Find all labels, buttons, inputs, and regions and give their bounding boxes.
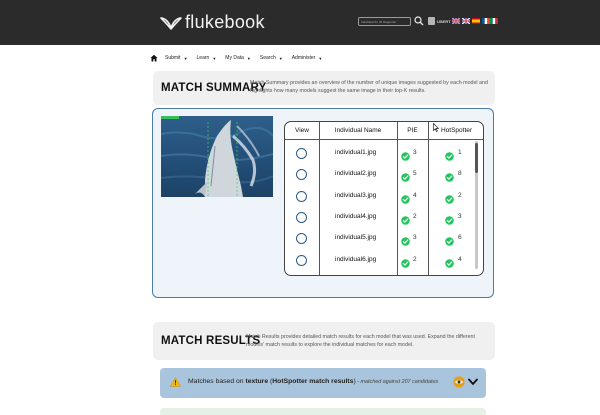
accordion-algorithm: HotSpotter match results <box>272 378 354 385</box>
check-circle-icon <box>445 212 454 221</box>
caret-down-icon: ▼ <box>278 55 283 61</box>
hotspotter-rank: 4 <box>458 255 462 263</box>
accordion-prefix: Matches based on <box>188 378 246 385</box>
check-circle-icon <box>401 255 410 264</box>
check-circle-icon <box>401 212 410 221</box>
col-header-pie: PIE <box>407 127 418 134</box>
nav-my-data-label: My Data <box>225 55 244 61</box>
individual-name: individual3.jpg <box>335 191 377 199</box>
pie-results-accordion[interactable] <box>160 408 486 415</box>
view-radio-button[interactable] <box>296 169 307 180</box>
it-flag-icon[interactable] <box>490 18 498 24</box>
caret-down-icon: ▼ <box>212 55 217 61</box>
scrollbar-thumb[interactable] <box>475 143 478 173</box>
check-circle-icon <box>401 148 410 157</box>
match-results-header <box>153 322 495 360</box>
caret-down-icon: ▼ <box>183 55 188 61</box>
nav-administer-label: Administer <box>291 55 316 61</box>
col-header-individual-name: Individual Name <box>334 127 382 134</box>
flukebook-logo[interactable] <box>160 12 265 33</box>
check-circle-icon <box>445 233 454 242</box>
individual-name: individual1.jpg <box>335 149 377 156</box>
pie-rank: 5 <box>413 170 417 178</box>
check-circle-icon <box>401 169 410 178</box>
header-divider <box>285 139 484 140</box>
brand-name: flukebook <box>185 12 265 32</box>
match-summary-header <box>153 71 495 105</box>
check-circle-icon <box>445 148 454 157</box>
individual-name: individual5.jpg <box>335 234 377 242</box>
home-icon[interactable] <box>150 54 158 62</box>
table-row[interactable] <box>285 208 475 229</box>
caret-down-icon: ▼ <box>318 55 323 61</box>
main-nav <box>150 52 331 64</box>
table-scrollbar[interactable] <box>475 141 478 269</box>
pie-rank: 2 <box>413 212 417 220</box>
nav-submit[interactable] <box>165 55 188 61</box>
chevron-down-icon[interactable] <box>468 378 478 386</box>
match-summary-panel <box>152 108 494 298</box>
nav-search-label: Search <box>259 55 276 61</box>
view-radio-button[interactable] <box>296 191 307 202</box>
nav-learn[interactable] <box>197 55 217 61</box>
hotspotter-rank: 3 <box>458 212 462 220</box>
nav-learn-label: Learn <box>196 55 210 61</box>
match-summary-title: MATCH SUMMARY <box>161 82 267 94</box>
col-header-hotspotter: HotSpotter <box>440 127 473 134</box>
pie-rank: 3 <box>413 149 417 156</box>
match-results-title: MATCH RESULTS <box>161 335 261 347</box>
accordion-close-paren: ) <box>353 378 356 385</box>
uk-flag-icon[interactable] <box>462 18 470 24</box>
view-radio-button[interactable] <box>296 255 307 266</box>
hotspotter-rank: 2 <box>458 191 462 199</box>
pie-rank: 2 <box>413 255 417 263</box>
accordion-feature: texture <box>245 378 269 385</box>
caret-down-icon: ▼ <box>246 55 251 61</box>
table-row[interactable] <box>285 251 475 272</box>
pie-rank: 3 <box>413 234 417 242</box>
individual-name: individual4.jpg <box>335 212 377 220</box>
match-summary-table <box>284 121 484 276</box>
table-row[interactable] <box>285 144 475 165</box>
es-flag-icon[interactable] <box>472 18 480 24</box>
hotspotter-rank: 1 <box>458 149 462 156</box>
view-radio-button[interactable] <box>296 148 307 159</box>
warning-icon <box>170 377 181 387</box>
whale-fluke-photo[interactable] <box>161 116 273 197</box>
search-icon[interactable] <box>414 16 424 26</box>
nav-my-data[interactable] <box>225 55 251 61</box>
uk-flag-icon[interactable] <box>452 18 460 24</box>
user-label[interactable]: USERT <box>437 19 451 24</box>
check-circle-icon <box>445 169 454 178</box>
pie-rank: 4 <box>413 191 417 199</box>
table-row[interactable] <box>285 187 475 208</box>
individual-name: individual2.jpg <box>335 170 377 178</box>
check-circle-icon <box>445 191 454 200</box>
hotspotter-rank: 6 <box>458 234 462 242</box>
mouse-cursor-icon <box>433 123 439 132</box>
match-summary-description: Match Summary provides an overview of the number of unique images suggested by each model and highlights how many models suggest the same image in their top-K results. <box>250 80 488 95</box>
accordion-open-paren: ( <box>268 378 273 385</box>
table-row[interactable] <box>285 165 475 186</box>
check-circle-icon <box>401 233 410 242</box>
individual-name: individual6.jpg <box>335 255 377 263</box>
fr-flag-icon[interactable] <box>482 18 490 24</box>
view-radio-button[interactable] <box>296 212 307 223</box>
nav-administer[interactable] <box>292 55 323 61</box>
search-input[interactable] <box>358 17 411 26</box>
fluke-logo-icon <box>160 16 182 30</box>
check-circle-icon <box>401 191 410 200</box>
hotspotter-rank: 8 <box>458 170 462 178</box>
accordion-candidates-note: - matched against 207 candidates <box>355 379 439 385</box>
match-results-description: Match Results provides detailed match results for each model that was used. Expand the different models' match results to explore the individual matches for each model. <box>246 334 475 349</box>
top-bar <box>0 0 600 45</box>
user-avatar-icon[interactable] <box>428 17 435 25</box>
hotspotter-results-accordion[interactable] <box>160 368 486 398</box>
nav-search[interactable] <box>260 55 283 61</box>
table-row[interactable] <box>285 229 475 250</box>
eye-icon[interactable] <box>453 376 465 388</box>
check-circle-icon <box>445 255 454 264</box>
nav-submit-label: Submit <box>165 55 181 61</box>
accordion-label <box>188 378 438 385</box>
view-radio-button[interactable] <box>296 233 307 244</box>
col-header-view: View <box>295 127 309 134</box>
